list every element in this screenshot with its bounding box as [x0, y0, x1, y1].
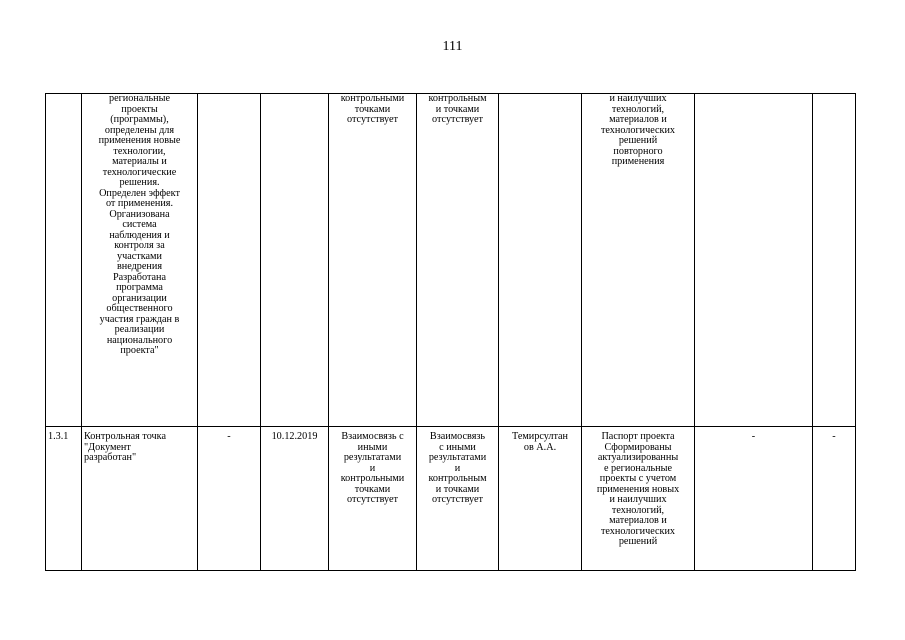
- text-line: технологических: [600, 525, 676, 537]
- text-line: реализации: [114, 324, 165, 335]
- text-line: технологических: [600, 124, 676, 136]
- text-line: и наилучших: [609, 93, 667, 104]
- text-line: материалы и: [112, 156, 167, 167]
- cell-result: [582, 94, 695, 427]
- text-line: и точками: [435, 483, 480, 495]
- plan-table: [45, 93, 856, 571]
- text-line: материалов и: [609, 515, 667, 526]
- cell-empty: [813, 94, 856, 427]
- text-line: Определен эффект: [99, 187, 180, 199]
- text-line: отсутствует: [347, 494, 398, 505]
- text-line: контрольными: [340, 473, 405, 484]
- text-line: технологий,: [611, 504, 665, 516]
- cell-result: [582, 427, 695, 571]
- text-line: региональные: [109, 93, 170, 104]
- text-line: применения новые: [98, 135, 181, 146]
- text-line: иными: [357, 441, 388, 453]
- text-line: от применения.: [105, 198, 174, 209]
- text-line: отсутствует: [347, 114, 398, 125]
- text-line: организации: [112, 292, 167, 304]
- cell-description: [82, 427, 198, 571]
- cell-relation: [329, 94, 417, 427]
- text-line: Темирсултан: [511, 431, 568, 442]
- text-line: "Документ: [84, 441, 131, 453]
- text-line: материалов и: [609, 114, 667, 125]
- page-number: 111: [442, 39, 463, 54]
- text-line: участия граждан в: [99, 313, 180, 325]
- cell-number: 1.3.1: [46, 427, 82, 571]
- text-line: контрольным: [428, 473, 487, 484]
- text-line: решений: [618, 536, 658, 547]
- text-line: е региональные: [603, 462, 673, 474]
- text-line: программа: [116, 282, 163, 293]
- cell-number: [46, 94, 82, 427]
- text-line: система: [122, 219, 157, 230]
- text-line: общественного: [106, 303, 173, 314]
- text-line: и: [454, 462, 461, 474]
- text-line: точками: [354, 483, 391, 495]
- text-line: национального: [106, 334, 173, 346]
- cell-empty: [695, 94, 813, 427]
- cell-description: [82, 94, 198, 427]
- text-line: и: [369, 462, 376, 474]
- text-line: внедрения: [116, 261, 163, 272]
- cell-relation: [329, 427, 417, 571]
- text-line: и точками: [435, 103, 480, 115]
- text-line: (программы),: [110, 114, 169, 125]
- text-line: и наилучших: [609, 494, 667, 505]
- text-line: решений: [618, 135, 658, 146]
- text-line: проекты: [121, 103, 158, 115]
- text-line: результатами: [428, 452, 487, 463]
- text-line: повторного: [613, 145, 663, 157]
- cell-dash: -: [813, 427, 856, 571]
- text-line: отсутствует: [432, 114, 483, 125]
- cell-responsible: [499, 94, 582, 427]
- text-line: Взаимосвязь: [429, 431, 486, 442]
- text-line: Организована: [109, 208, 170, 220]
- text-line: контроля за: [114, 240, 165, 251]
- text-line: Сформированы: [604, 441, 672, 453]
- text-line: применения: [611, 156, 665, 167]
- text-line: участками: [117, 250, 162, 262]
- text-line: с иными: [439, 441, 476, 453]
- text-line: Контрольная точка: [84, 431, 166, 442]
- table-row: [46, 94, 856, 427]
- text-line: контрольными: [340, 93, 405, 104]
- text-line: результатами: [343, 452, 402, 463]
- cell-relation-alt: [417, 94, 499, 427]
- cell-date: 10.12.2019: [261, 427, 329, 571]
- text-line: технологические: [102, 166, 177, 178]
- cell-dash: -: [198, 427, 261, 571]
- text-line: актуализированны: [597, 452, 679, 463]
- cell-responsible: [499, 427, 582, 571]
- cell-date: [261, 94, 329, 427]
- text-line: отсутствует: [432, 494, 483, 505]
- text-line: Взаимосвязь с: [341, 431, 404, 442]
- text-line: применения новых: [596, 483, 680, 495]
- text-line: ов А.А.: [523, 441, 557, 453]
- text-line: Разработана: [112, 271, 167, 283]
- text-line: технологий,: [611, 103, 665, 115]
- text-line: Паспорт проекта: [601, 431, 675, 442]
- cell-relation-alt: [417, 427, 499, 571]
- text-line: точками: [354, 103, 391, 115]
- text-line: решения.: [119, 177, 160, 188]
- table-row: [46, 427, 856, 571]
- text-line: проекты с учетом: [599, 473, 677, 484]
- text-line: контрольным: [428, 93, 487, 104]
- text-line: определены для: [104, 124, 175, 136]
- text-line: проекта": [120, 345, 159, 356]
- cell-empty: [198, 94, 261, 427]
- text-line: наблюдения и: [109, 229, 170, 241]
- text-line: технологии,: [113, 145, 166, 157]
- cell-dash: -: [695, 427, 813, 571]
- text-line: разработан": [84, 452, 137, 463]
